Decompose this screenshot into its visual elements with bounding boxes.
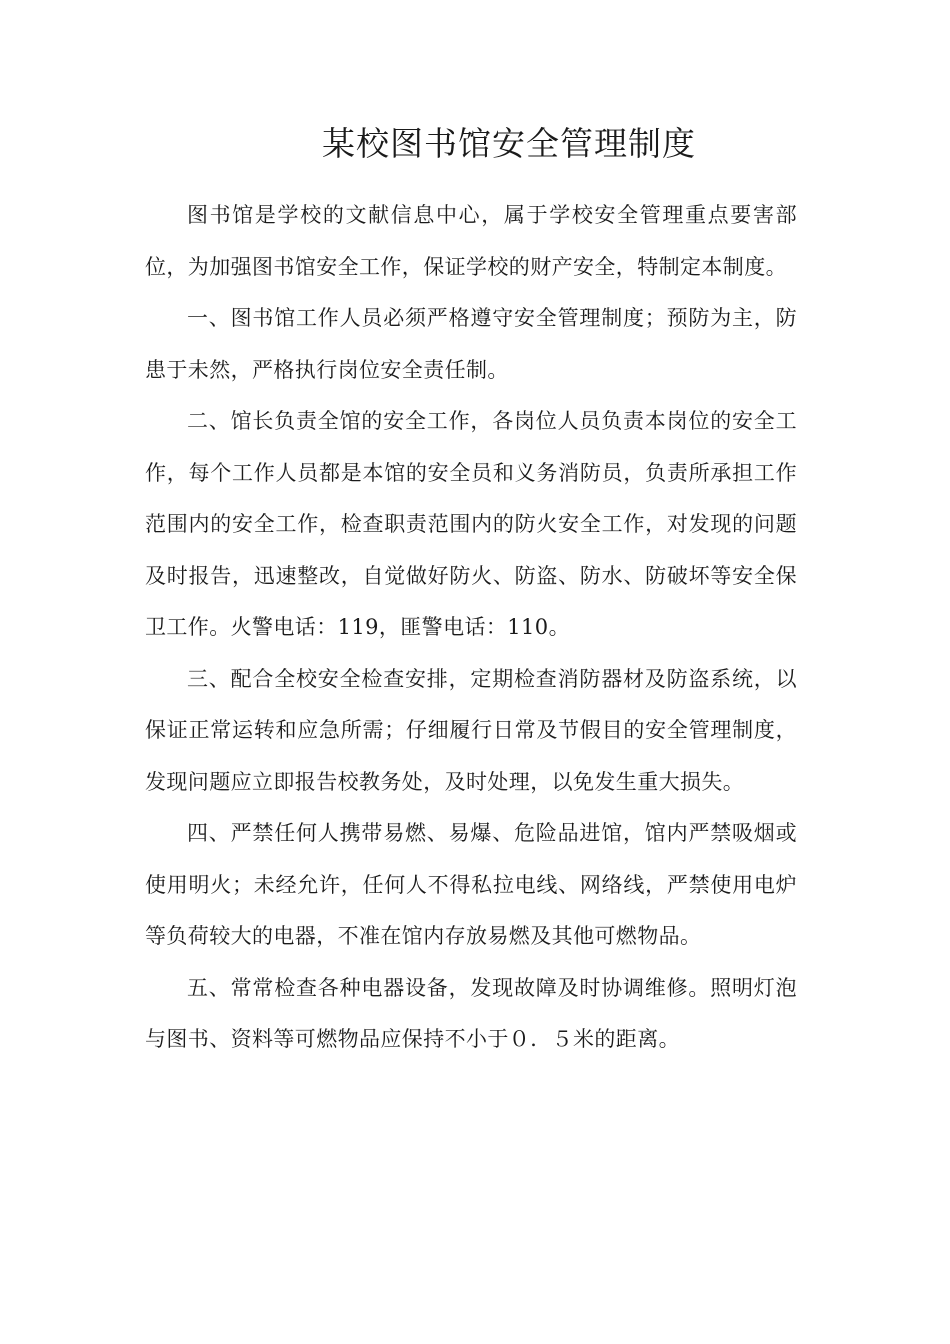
paragraph-item-3: 三、配合全校安全检查安排，定期检查消防器材及防盗系统，以保证正常运转和应急所需；仔细履行日常及节假目的安全管理制度，发现问题应立即报告校教务处，及时处理，以免发生重大损失。 [145,666,797,794]
paragraph-item-4: 四、严禁任何人携带易燃、易爆、危险品进馆，馆内严禁吸烟或使用明火；未经允许，任何人不得私拉电线、网络线，严禁使用电炉等负荷较大的电器，不准在馆内存放易燃及其他可燃物品。 [145,821,797,948]
document-body [145,190,797,1066]
paragraph-intro: 图书馆是学校的文献信息中心，属于学校安全管理重点要害部位，为加强图书馆安全工作，保证学校的财产安全，特制定本制度。 [145,203,797,279]
document-title: 某校图书馆安全管理制度 [322,124,696,163]
paragraph-item-1: 一、图书馆工作人员必须严格遵守安全管理制度；预防为主，防患于未然，严格执行岗位安全责任制。 [145,306,797,382]
paragraph-item-2: 二、馆长负责全馆的安全工作，各岗位人员负责本岗位的安全工作，每个工作人员都是本馆的安全员和义务消防员，负责所承担工作范围内的安全工作，检查职责范围内的防火安全工作，对发现的问题及时报告，迅速整改，自觉做好防火、防盗、防水、防破坏等安全保卫工作。火警电话：119，匪警电话：110。 [145,409,797,639]
paragraph-item-5: 五、常常检查各种电器设备，发现故障及时协调维修。照明灯泡与图书、资料等可燃物品应保持不小于０．５米的距离。 [145,975,797,1051]
